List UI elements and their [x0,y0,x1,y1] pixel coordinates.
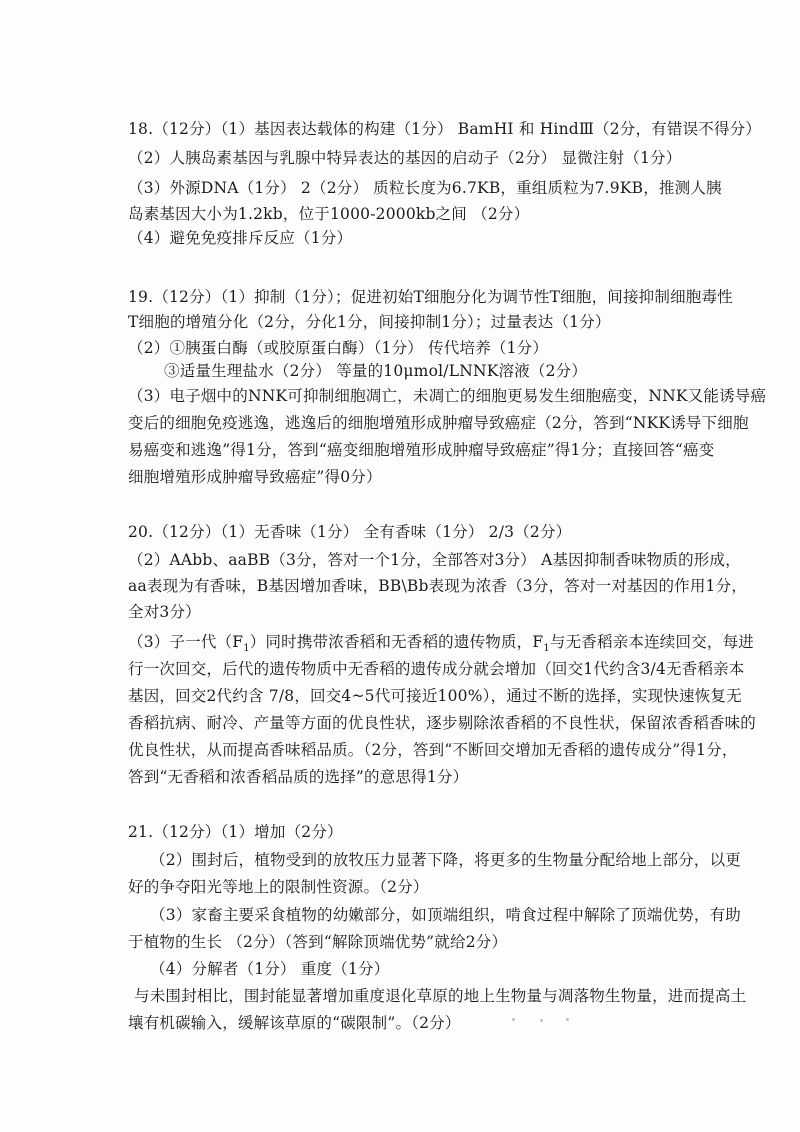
q18-line-2: （2）人胰岛素基因与乳腺中特异表达的基因的启动子（2分） 显微注射（1分） [128,149,682,167]
q21-line-6: （4）分解者（1分） 重度（1分） [150,960,390,978]
q20-line-9: 优良性状，从而提高香味稻品质。（2分，答到“不断回交增加无香稻的遗传成分”得1分， [128,741,738,759]
q20-line-3: aa表现为有香味，B基因增加香味，BB\Bb表现为浓香（3分，答对一对基因的作用1分， [128,577,748,595]
q20-line-2: （2）AAbb、aaBB（3分，答对一个1分，全部答对3分） A基因抑制香味物质的形成， [128,551,741,569]
q20-line-5 [128,632,754,659]
q19-line-1: 19.（12分）（1）抑制（1分）；促进初始T细胞分化为调节性T细胞，间接抑制细胞毒性 [128,288,733,306]
q21-line-5: 于植物的生长 （2分）（答到“解除顶端优势”就给2分） [128,933,508,951]
subscript-1b: 1 [543,643,550,655]
q18-line-4: 岛素基因大小为1.2kb，位于1000-2000kb之间 （2分） [128,205,530,223]
subscript-1: 1 [243,643,250,655]
q19-line-6: 变后的细胞免疫逃逸，逃逸后的细胞增殖形成肿瘤导致癌症（2分，答到“NKK诱导下细胞 [128,414,749,432]
q19-line-2: T细胞的增殖分化（2分，分化1分，间接抑制1分）；过量表达（1分） [128,313,611,331]
q21-line-2: （2）围封后，植物受到的放牧压力显著下降，将更多的生物量分配给地上部分，以更 [150,851,741,869]
q20-line-5-part-a: （3）子一代（F [128,633,244,651]
scan-speck [512,1018,515,1021]
q20-line-5-part-c: 与无香稻亲本连续回交，每进 [549,633,755,651]
q20-line-6: 行一次回交，后代的遗传物质中无香稻的遗传成分就会增加（回交1代约含3/4无香稻亲本 [128,660,745,678]
q20-line-4: 全对3分） [128,603,201,621]
q20-line-10: 答到“无香稻和浓香稻品质的选择”的意思得1分） [128,768,469,786]
q19-line-5: （3）电子烟中的NNK可抑制细胞凋亡，未凋亡的细胞更易发生细胞癌变，NNK又能诱导癌 [128,387,767,405]
q20-line-7: 基因，回交2代约含 7/8，回交4~5代可接近100%），通过不断的选择，实现快速恢复无 [128,687,742,705]
scan-speck [540,1019,543,1022]
q21-line-8: 壤有机碳输入，缓解该草原的“碳限制”。（2分） [128,1014,461,1032]
q21-line-3: 好的争夺阳光等地上的限制性资源。（2分） [128,878,429,896]
q20-line-5-part-b: ）同时携带浓香稻和无香稻的遗传物质，F [249,633,544,651]
q18-line-5: （4）避免免疫排斥反应（1分） [128,229,353,247]
q19-line-4: ③适量生理盐水（2分） 等量的10μmol/LNNK溶液（2分） [164,362,588,380]
q18-line-3: （3）外源DNA（1分） 2（2分） 质粒长度为6.7KB，重组质粒为7.9KB，推测人胰 [128,179,722,197]
q19-line-3: （2）①胰蛋白酶（或胶原蛋白酶）（1分） 传代培养（1分） [128,339,549,357]
q20-line-1: 20.（12分）（1）无香味（1分） 全有香味（1分） 2/3（2分） [128,523,572,541]
q18-line-1: 18.（12分）（1）基因表达载体的构建（1分） BamHⅠ 和 HindⅢ（2分，有错误不得分） [128,120,762,138]
q20-line-8: 香稻抗病、耐冷、产量等方面的优良性状，逐步剔除浓香稻的不良性状，保留浓香稻香味的 [128,714,757,732]
q19-line-7: 易癌变和逃逸”得1分，答到“癌变细胞增殖形成肿瘤导致癌症”得1分；直接回答“癌变 [128,441,715,459]
scan-speck [566,1018,569,1021]
q21-line-7: 与未围封相比，围封能显著增加重度退化草原的地上生物量与凋落物生物量，进而提高土 [134,987,747,1005]
q21-line-4: （3）家畜主要采食植物的幼嫩部分，如顶端组织，啃食过程中解除了顶端优势，有助 [150,906,741,924]
q19-line-8: 细胞增殖形成肿瘤导致癌症”得0分） [128,468,382,486]
q21-line-1: 21.（12分）（1）增加（2分） [128,823,343,841]
